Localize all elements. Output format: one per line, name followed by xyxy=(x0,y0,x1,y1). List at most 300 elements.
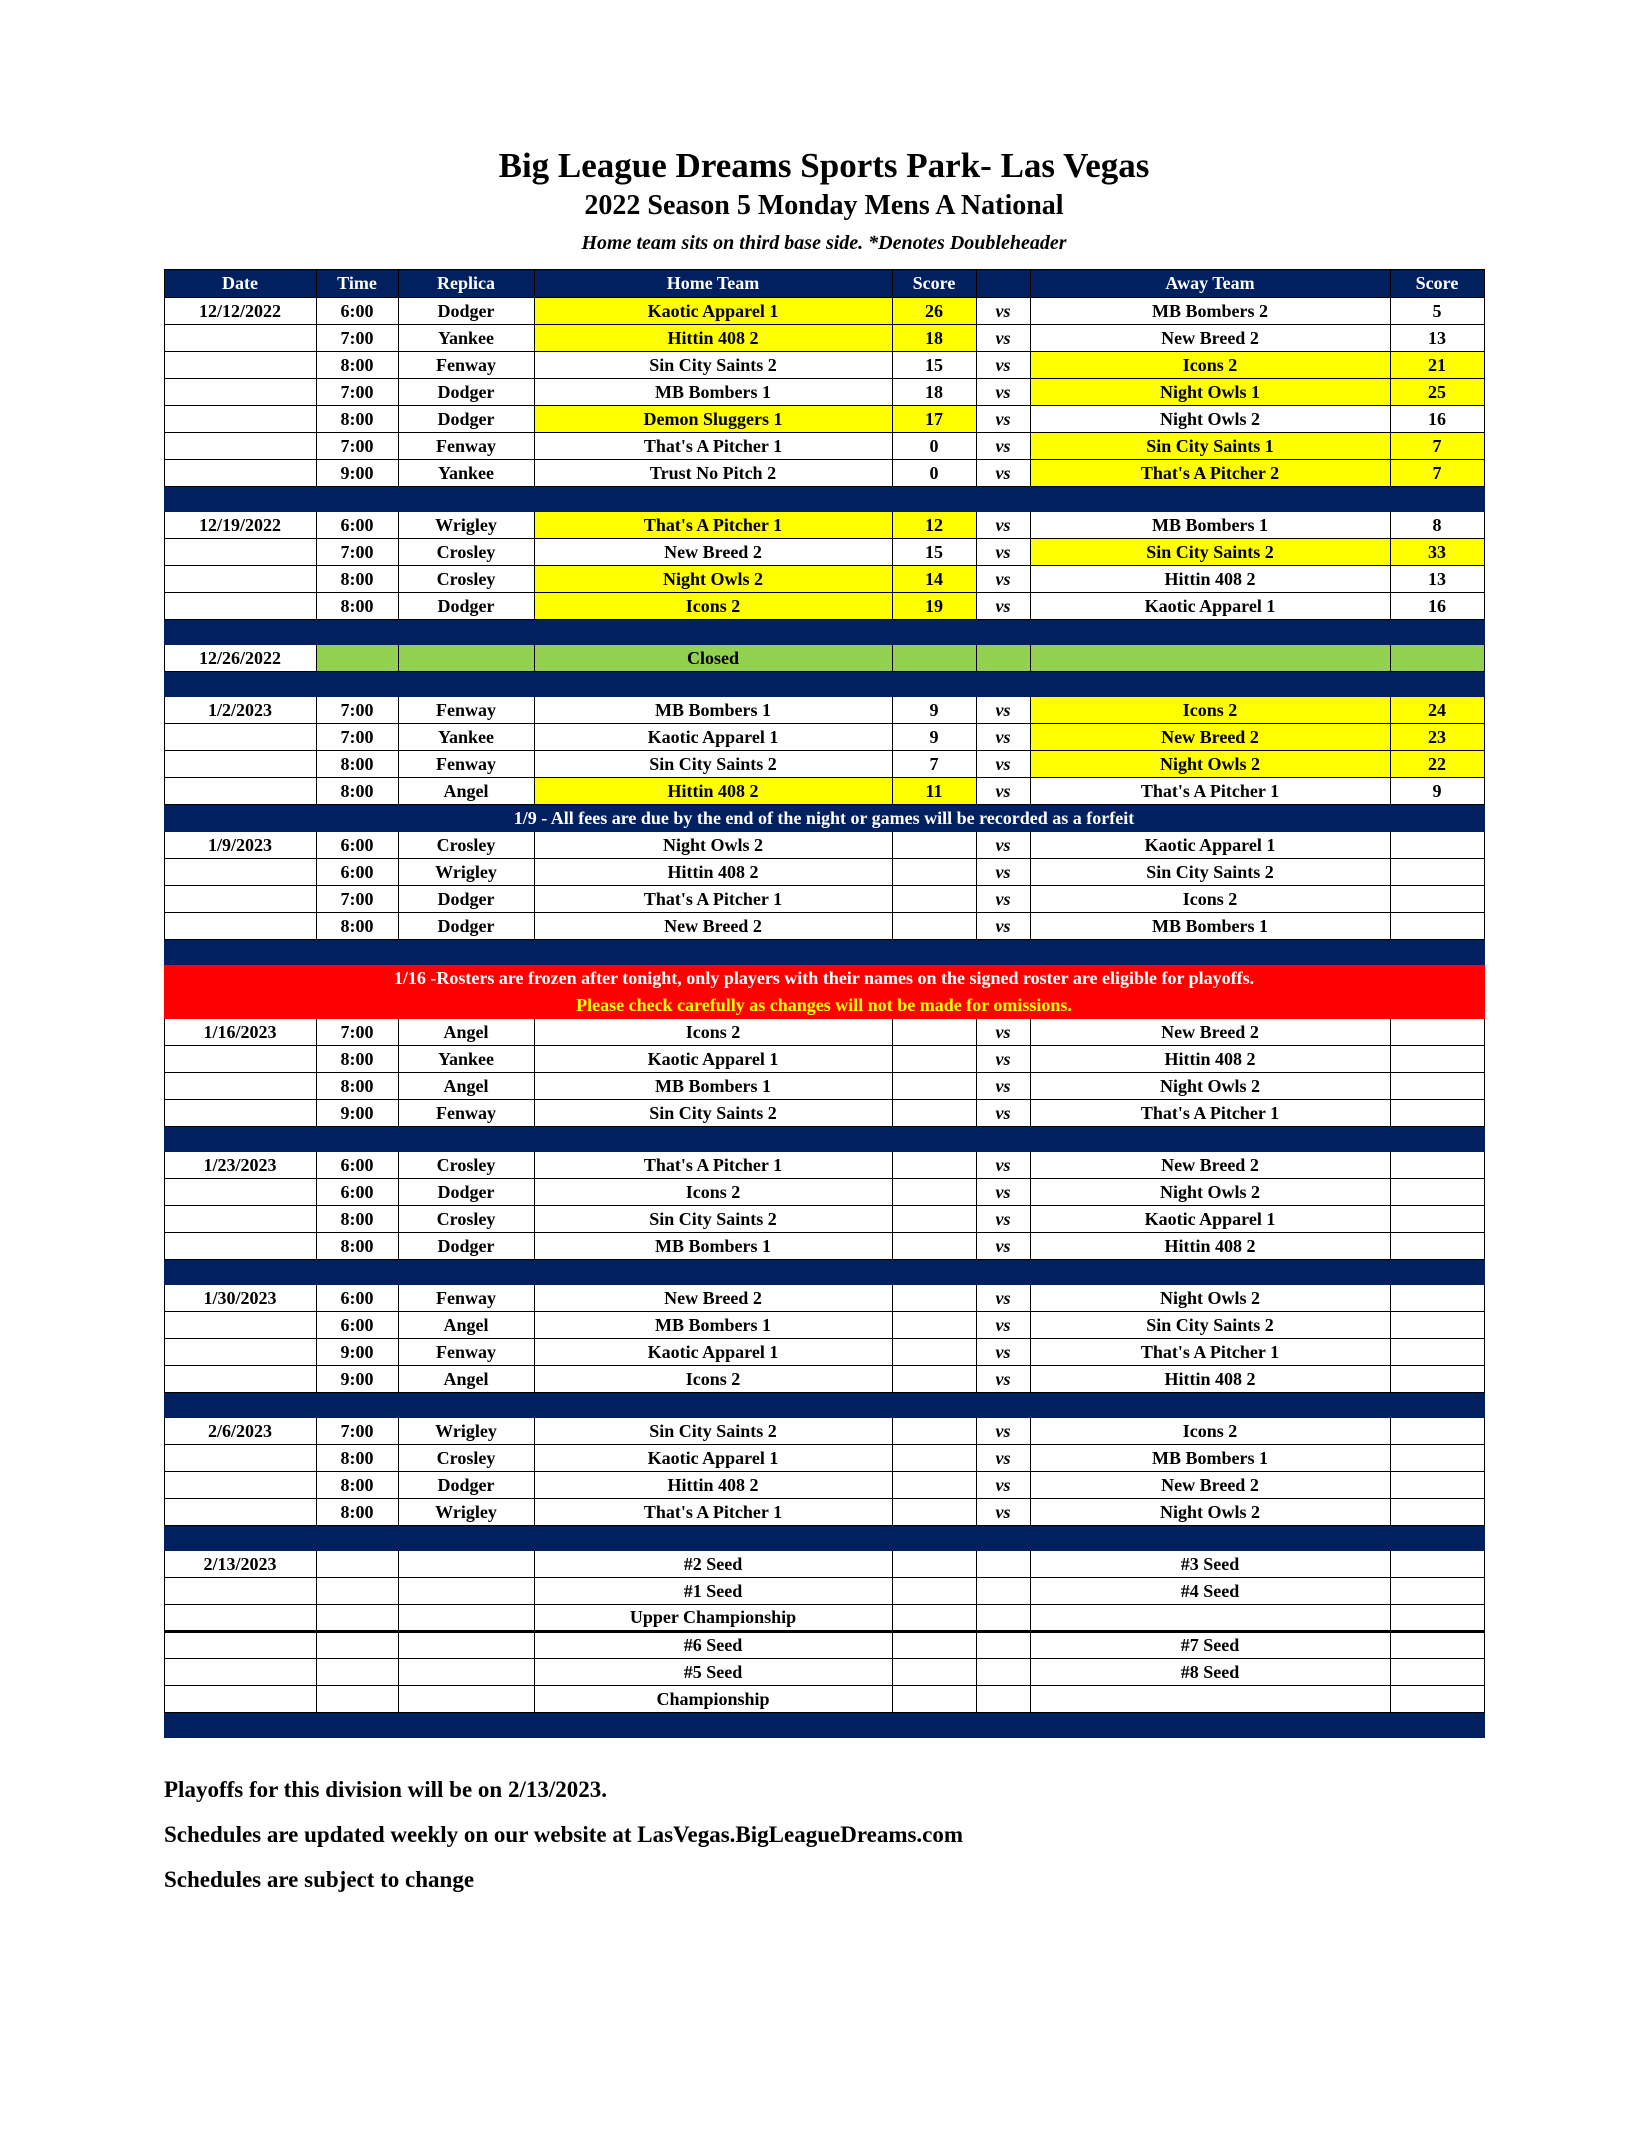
cell-home-team: Icons 2 xyxy=(534,1019,892,1046)
table-row xyxy=(164,593,1484,620)
cell-vs xyxy=(976,1686,1030,1713)
col-header-time: Time xyxy=(316,270,398,298)
col-header-date: Date xyxy=(164,270,316,298)
cell-date xyxy=(164,1499,316,1526)
table-row xyxy=(164,566,1484,593)
cell-replica: Crosley xyxy=(398,1206,534,1233)
table-row xyxy=(164,1472,1484,1499)
cell-away-score: 25 xyxy=(1390,379,1484,406)
cell-vs: vs xyxy=(976,778,1030,805)
separator-bar xyxy=(164,1713,1484,1738)
cell-replica: Fenway xyxy=(398,697,534,724)
cell-vs: vs xyxy=(976,1233,1030,1260)
cell-vs xyxy=(976,1659,1030,1686)
cell-away-score xyxy=(1390,1578,1484,1605)
cell-time xyxy=(316,1659,398,1686)
cell-away-score xyxy=(1390,1285,1484,1312)
cell-home-score xyxy=(892,1605,976,1632)
cell-date xyxy=(164,1179,316,1206)
table-row xyxy=(164,1366,1484,1393)
table-row xyxy=(164,406,1484,433)
cell-replica xyxy=(398,1632,534,1659)
cell-home-team: Hittin 408 2 xyxy=(534,778,892,805)
cell-away-score: 23 xyxy=(1390,724,1484,751)
cell-away-score xyxy=(1390,1152,1484,1179)
cell-home-score: 0 xyxy=(892,460,976,487)
cell-time: 6:00 xyxy=(316,1312,398,1339)
cell-vs: vs xyxy=(976,379,1030,406)
cell-vs: vs xyxy=(976,1100,1030,1127)
cell-time: 6:00 xyxy=(316,832,398,859)
cell-home-score: 15 xyxy=(892,352,976,379)
cell-away-score xyxy=(1390,1472,1484,1499)
cell-home-team: Kaotic Apparel 1 xyxy=(534,298,892,325)
cell-home-team: Kaotic Apparel 1 xyxy=(534,724,892,751)
cell-date xyxy=(164,913,316,940)
cell-replica: Fenway xyxy=(398,352,534,379)
table-row xyxy=(164,1206,1484,1233)
cell-replica: Wrigley xyxy=(398,1499,534,1526)
cell-vs: vs xyxy=(976,832,1030,859)
cell-home-team: That's A Pitcher 1 xyxy=(534,886,892,913)
cell-vs: vs xyxy=(976,298,1030,325)
cell-time: 8:00 xyxy=(316,406,398,433)
cell-home-team: Night Owls 2 xyxy=(534,566,892,593)
cell-home-team: Championship xyxy=(534,1686,892,1713)
table-row xyxy=(164,778,1484,805)
cell-away-score: 16 xyxy=(1390,593,1484,620)
cell-time: 8:00 xyxy=(316,1073,398,1100)
cell-home-team: New Breed 2 xyxy=(534,913,892,940)
cell-date xyxy=(164,1339,316,1366)
cell-replica: Dodger xyxy=(398,1472,534,1499)
cell-time: 9:00 xyxy=(316,1366,398,1393)
cell-replica xyxy=(398,1659,534,1686)
table-row xyxy=(164,1632,1484,1659)
cell-home-team: MB Bombers 1 xyxy=(534,697,892,724)
cell-vs: vs xyxy=(976,1418,1030,1445)
cell-vs: vs xyxy=(976,1073,1030,1100)
cell-time: 8:00 xyxy=(316,1445,398,1472)
cell-vs: vs xyxy=(976,1019,1030,1046)
cell-date xyxy=(164,566,316,593)
cell-date xyxy=(164,325,316,352)
cell-home-team: Icons 2 xyxy=(534,1179,892,1206)
cell-home-score xyxy=(892,859,976,886)
schedule-table-body xyxy=(164,298,1484,1738)
table-row xyxy=(164,352,1484,379)
cell-vs: vs xyxy=(976,1285,1030,1312)
cell-home-score xyxy=(892,645,976,672)
separator-bar xyxy=(164,487,1484,512)
cell-away-team: Night Owls 2 xyxy=(1030,1499,1390,1526)
cell-home-score xyxy=(892,1551,976,1578)
cell-date xyxy=(164,1312,316,1339)
cell-away-score: 8 xyxy=(1390,512,1484,539)
cell-date: 12/19/2022 xyxy=(164,512,316,539)
cell-away-team: #8 Seed xyxy=(1030,1659,1390,1686)
col-header-away-team: Away Team xyxy=(1030,270,1390,298)
cell-date xyxy=(164,1686,316,1713)
cell-home-team: That's A Pitcher 1 xyxy=(534,1152,892,1179)
cell-home-team: That's A Pitcher 1 xyxy=(534,1499,892,1526)
cell-date xyxy=(164,1659,316,1686)
cell-away-score: 7 xyxy=(1390,460,1484,487)
cell-home-score xyxy=(892,1366,976,1393)
cell-home-team: That's A Pitcher 1 xyxy=(534,433,892,460)
cell-home-score: 15 xyxy=(892,539,976,566)
table-row xyxy=(164,1445,1484,1472)
cell-away-team: Hittin 408 2 xyxy=(1030,1233,1390,1260)
cell-replica: Crosley xyxy=(398,1445,534,1472)
cell-home-score xyxy=(892,1233,976,1260)
cell-date xyxy=(164,1073,316,1100)
cell-vs xyxy=(976,1578,1030,1605)
cell-away-score: 16 xyxy=(1390,406,1484,433)
cell-home-team: Hittin 408 2 xyxy=(534,325,892,352)
cell-vs xyxy=(976,1551,1030,1578)
cell-home-team: MB Bombers 1 xyxy=(534,1312,892,1339)
col-header-replica: Replica xyxy=(398,270,534,298)
cell-away-score xyxy=(1390,1632,1484,1659)
cell-date: 2/6/2023 xyxy=(164,1418,316,1445)
cell-vs: vs xyxy=(976,724,1030,751)
cell-date xyxy=(164,1233,316,1260)
cell-away-score xyxy=(1390,645,1484,672)
cell-home-team: Sin City Saints 2 xyxy=(534,1206,892,1233)
cell-home-team: #2 Seed xyxy=(534,1551,892,1578)
cell-home-score: 18 xyxy=(892,325,976,352)
cell-away-score xyxy=(1390,1312,1484,1339)
cell-vs: vs xyxy=(976,1445,1030,1472)
cell-away-score xyxy=(1390,1499,1484,1526)
cell-away-team: MB Bombers 1 xyxy=(1030,512,1390,539)
page-note: Home team sits on third base side. *Denotes Doubleheader xyxy=(581,232,1067,254)
cell-time: 9:00 xyxy=(316,1339,398,1366)
cell-time: 9:00 xyxy=(316,460,398,487)
cell-away-team: Night Owls 2 xyxy=(1030,1285,1390,1312)
separator-bar xyxy=(164,620,1484,645)
cell-home-team: #6 Seed xyxy=(534,1632,892,1659)
cell-away-score xyxy=(1390,1233,1484,1260)
cell-replica: Crosley xyxy=(398,1152,534,1179)
cell-time: 7:00 xyxy=(316,886,398,913)
cell-away-team: #4 Seed xyxy=(1030,1578,1390,1605)
cell-away-team: Kaotic Apparel 1 xyxy=(1030,593,1390,620)
table-row xyxy=(164,1179,1484,1206)
cell-vs: vs xyxy=(976,1366,1030,1393)
cell-home-score: 26 xyxy=(892,298,976,325)
cell-time: 8:00 xyxy=(316,1046,398,1073)
cell-replica: Angel xyxy=(398,1312,534,1339)
cell-vs: vs xyxy=(976,593,1030,620)
cell-date: 1/30/2023 xyxy=(164,1285,316,1312)
table-row xyxy=(164,512,1484,539)
cell-away-team: That's A Pitcher 2 xyxy=(1030,460,1390,487)
cell-home-team: MB Bombers 1 xyxy=(534,1233,892,1260)
cell-home-score: 9 xyxy=(892,697,976,724)
cell-time: 7:00 xyxy=(316,724,398,751)
table-row xyxy=(164,379,1484,406)
cell-away-team: New Breed 2 xyxy=(1030,1472,1390,1499)
cell-home-score: 7 xyxy=(892,751,976,778)
cell-home-team: #5 Seed xyxy=(534,1659,892,1686)
schedule-table xyxy=(164,269,1485,1738)
cell-vs: vs xyxy=(976,566,1030,593)
cell-time: 7:00 xyxy=(316,697,398,724)
cell-home-team: Sin City Saints 2 xyxy=(534,352,892,379)
cell-vs xyxy=(976,1632,1030,1659)
cell-vs: vs xyxy=(976,1152,1030,1179)
cell-time: 8:00 xyxy=(316,352,398,379)
cell-away-team: Icons 2 xyxy=(1030,1418,1390,1445)
cell-time: 8:00 xyxy=(316,1499,398,1526)
cell-vs: vs xyxy=(976,751,1030,778)
col-header-home-team: Home Team xyxy=(534,270,892,298)
footer-playoffs-note: Playoffs for this division will be on 2/13/2023. xyxy=(164,1777,608,1802)
table-row xyxy=(164,1418,1484,1445)
cell-replica: Dodger xyxy=(398,379,534,406)
cell-vs: vs xyxy=(976,460,1030,487)
cell-home-score xyxy=(892,832,976,859)
table-row xyxy=(164,433,1484,460)
cell-away-score xyxy=(1390,886,1484,913)
cell-date: 1/23/2023 xyxy=(164,1152,316,1179)
cell-home-team: Night Owls 2 xyxy=(534,832,892,859)
cell-away-score: 13 xyxy=(1390,566,1484,593)
cell-home-score xyxy=(892,1339,976,1366)
cell-home-score xyxy=(892,1578,976,1605)
cell-away-score: 21 xyxy=(1390,352,1484,379)
table-row xyxy=(164,913,1484,940)
page-subtitle: 2022 Season 5 Monday Mens A National xyxy=(584,190,1064,221)
cell-replica: Dodger xyxy=(398,1233,534,1260)
cell-home-team: Kaotic Apparel 1 xyxy=(534,1046,892,1073)
cell-home-team: MB Bombers 1 xyxy=(534,1073,892,1100)
cell-home-team: New Breed 2 xyxy=(534,539,892,566)
cell-home-team: Hittin 408 2 xyxy=(534,1472,892,1499)
cell-time: 6:00 xyxy=(316,1285,398,1312)
cell-date xyxy=(164,778,316,805)
cell-away-score: 7 xyxy=(1390,433,1484,460)
separator-row xyxy=(164,1526,1484,1551)
cell-away-team: Icons 2 xyxy=(1030,886,1390,913)
cell-away-team: Hittin 408 2 xyxy=(1030,566,1390,593)
separator-row xyxy=(164,620,1484,645)
cell-home-score xyxy=(892,1206,976,1233)
cell-replica: Fenway xyxy=(398,433,534,460)
cell-away-score xyxy=(1390,1019,1484,1046)
cell-replica: Angel xyxy=(398,1366,534,1393)
table-row xyxy=(164,1339,1484,1366)
cell-replica: Crosley xyxy=(398,832,534,859)
cell-time: 8:00 xyxy=(316,593,398,620)
cell-home-team: New Breed 2 xyxy=(534,1285,892,1312)
cell-away-team: New Breed 2 xyxy=(1030,325,1390,352)
cell-time: 6:00 xyxy=(316,298,398,325)
cell-time: 7:00 xyxy=(316,1418,398,1445)
cell-away-team: #3 Seed xyxy=(1030,1551,1390,1578)
cell-home-score: 12 xyxy=(892,512,976,539)
cell-home-score xyxy=(892,1445,976,1472)
cell-date: 1/16/2023 xyxy=(164,1019,316,1046)
cell-replica: Dodger xyxy=(398,406,534,433)
separator-bar xyxy=(164,1393,1484,1418)
table-row xyxy=(164,1686,1484,1713)
cell-replica: Wrigley xyxy=(398,1418,534,1445)
cell-vs: vs xyxy=(976,697,1030,724)
cell-time xyxy=(316,1605,398,1632)
cell-away-score xyxy=(1390,1605,1484,1632)
cell-away-score xyxy=(1390,1206,1484,1233)
cell-replica: Dodger xyxy=(398,298,534,325)
cell-away-team: Hittin 408 2 xyxy=(1030,1046,1390,1073)
cell-home-score xyxy=(892,1499,976,1526)
table-row xyxy=(164,1605,1484,1632)
table-row xyxy=(164,1152,1484,1179)
cell-away-team: Sin City Saints 2 xyxy=(1030,539,1390,566)
cell-vs: vs xyxy=(976,433,1030,460)
cell-away-score: 5 xyxy=(1390,298,1484,325)
cell-replica: Wrigley xyxy=(398,512,534,539)
cell-away-score xyxy=(1390,1100,1484,1127)
cell-replica: Crosley xyxy=(398,539,534,566)
cell-away-team: MB Bombers 1 xyxy=(1030,1445,1390,1472)
table-row xyxy=(164,298,1484,325)
table-row xyxy=(164,460,1484,487)
cell-home-score xyxy=(892,1019,976,1046)
table-row xyxy=(164,965,1484,992)
cell-time: 8:00 xyxy=(316,751,398,778)
cell-vs: vs xyxy=(976,352,1030,379)
cell-away-score xyxy=(1390,1366,1484,1393)
cell-vs: vs xyxy=(976,1472,1030,1499)
cell-replica: Angel xyxy=(398,1019,534,1046)
cell-date xyxy=(164,352,316,379)
cell-time: 6:00 xyxy=(316,1179,398,1206)
cell-away-team: MB Bombers 2 xyxy=(1030,298,1390,325)
cell-time: 7:00 xyxy=(316,379,398,406)
cell-date xyxy=(164,593,316,620)
cell-time: 8:00 xyxy=(316,566,398,593)
cell-vs: vs xyxy=(976,913,1030,940)
cell-home-score: 17 xyxy=(892,406,976,433)
cell-replica: Yankee xyxy=(398,460,534,487)
cell-time: 6:00 xyxy=(316,859,398,886)
cell-away-team: Hittin 408 2 xyxy=(1030,1366,1390,1393)
cell-away-team: Night Owls 2 xyxy=(1030,1073,1390,1100)
table-row xyxy=(164,886,1484,913)
cell-away-team xyxy=(1030,645,1390,672)
cell-time xyxy=(316,1686,398,1713)
cell-replica: Wrigley xyxy=(398,859,534,886)
cell-home-team: Upper Championship xyxy=(534,1605,892,1632)
notice-text: Please check carefully as changes will not be made for omissions. xyxy=(164,992,1484,1019)
cell-date xyxy=(164,1445,316,1472)
cell-replica xyxy=(398,645,534,672)
cell-away-score xyxy=(1390,1046,1484,1073)
cell-home-team: Sin City Saints 2 xyxy=(534,1100,892,1127)
cell-home-team: Sin City Saints 2 xyxy=(534,751,892,778)
cell-date xyxy=(164,1206,316,1233)
notice-text: 1/9 - All fees are due by the end of the night or games will be recorded as a forfeit xyxy=(164,805,1484,832)
cell-time: 8:00 xyxy=(316,778,398,805)
cell-away-team: Sin City Saints 2 xyxy=(1030,859,1390,886)
cell-date xyxy=(164,433,316,460)
cell-date: 2/13/2023 xyxy=(164,1551,316,1578)
cell-replica: Fenway xyxy=(398,1339,534,1366)
cell-away-team: That's A Pitcher 1 xyxy=(1030,1339,1390,1366)
cell-replica: Yankee xyxy=(398,1046,534,1073)
cell-replica: Fenway xyxy=(398,751,534,778)
cell-replica: Crosley xyxy=(398,566,534,593)
separator-row xyxy=(164,487,1484,512)
cell-time xyxy=(316,1578,398,1605)
cell-home-score xyxy=(892,1686,976,1713)
table-row xyxy=(164,1100,1484,1127)
cell-replica xyxy=(398,1578,534,1605)
cell-home-team: Kaotic Apparel 1 xyxy=(534,1339,892,1366)
cell-vs: vs xyxy=(976,1312,1030,1339)
cell-away-score xyxy=(1390,1179,1484,1206)
col-header-vs xyxy=(976,270,1030,298)
cell-home-score xyxy=(892,1152,976,1179)
col-header-away-score: Score xyxy=(1390,270,1484,298)
table-row xyxy=(164,724,1484,751)
cell-home-score xyxy=(892,1312,976,1339)
cell-away-score xyxy=(1390,1686,1484,1713)
cell-replica: Angel xyxy=(398,1073,534,1100)
cell-vs: vs xyxy=(976,1499,1030,1526)
cell-replica: Dodger xyxy=(398,913,534,940)
cell-time xyxy=(316,1632,398,1659)
cell-away-score xyxy=(1390,1073,1484,1100)
cell-time xyxy=(316,645,398,672)
cell-away-score xyxy=(1390,1551,1484,1578)
cell-date xyxy=(164,1472,316,1499)
cell-away-score: 9 xyxy=(1390,778,1484,805)
cell-time: 6:00 xyxy=(316,512,398,539)
cell-home-score: 9 xyxy=(892,724,976,751)
cell-home-score xyxy=(892,1472,976,1499)
cell-time: 8:00 xyxy=(316,913,398,940)
cell-away-team: New Breed 2 xyxy=(1030,1019,1390,1046)
cell-time: 7:00 xyxy=(316,539,398,566)
footer xyxy=(164,1768,1484,1903)
cell-away-team: Kaotic Apparel 1 xyxy=(1030,832,1390,859)
table-row xyxy=(164,805,1484,832)
cell-away-score xyxy=(1390,913,1484,940)
cell-date xyxy=(164,1046,316,1073)
table-row xyxy=(164,1312,1484,1339)
cell-date xyxy=(164,1605,316,1632)
table-row xyxy=(164,325,1484,352)
separator-row xyxy=(164,1393,1484,1418)
cell-home-team: Icons 2 xyxy=(534,593,892,620)
table-row xyxy=(164,1659,1484,1686)
cell-time: 7:00 xyxy=(316,1019,398,1046)
table-row xyxy=(164,1233,1484,1260)
cell-home-score: 14 xyxy=(892,566,976,593)
cell-vs: vs xyxy=(976,512,1030,539)
cell-away-team: Icons 2 xyxy=(1030,352,1390,379)
cell-time: 7:00 xyxy=(316,433,398,460)
cell-home-score xyxy=(892,1073,976,1100)
cell-home-team: Kaotic Apparel 1 xyxy=(534,1445,892,1472)
cell-date xyxy=(164,751,316,778)
cell-replica xyxy=(398,1605,534,1632)
cell-home-team: Closed xyxy=(534,645,892,672)
